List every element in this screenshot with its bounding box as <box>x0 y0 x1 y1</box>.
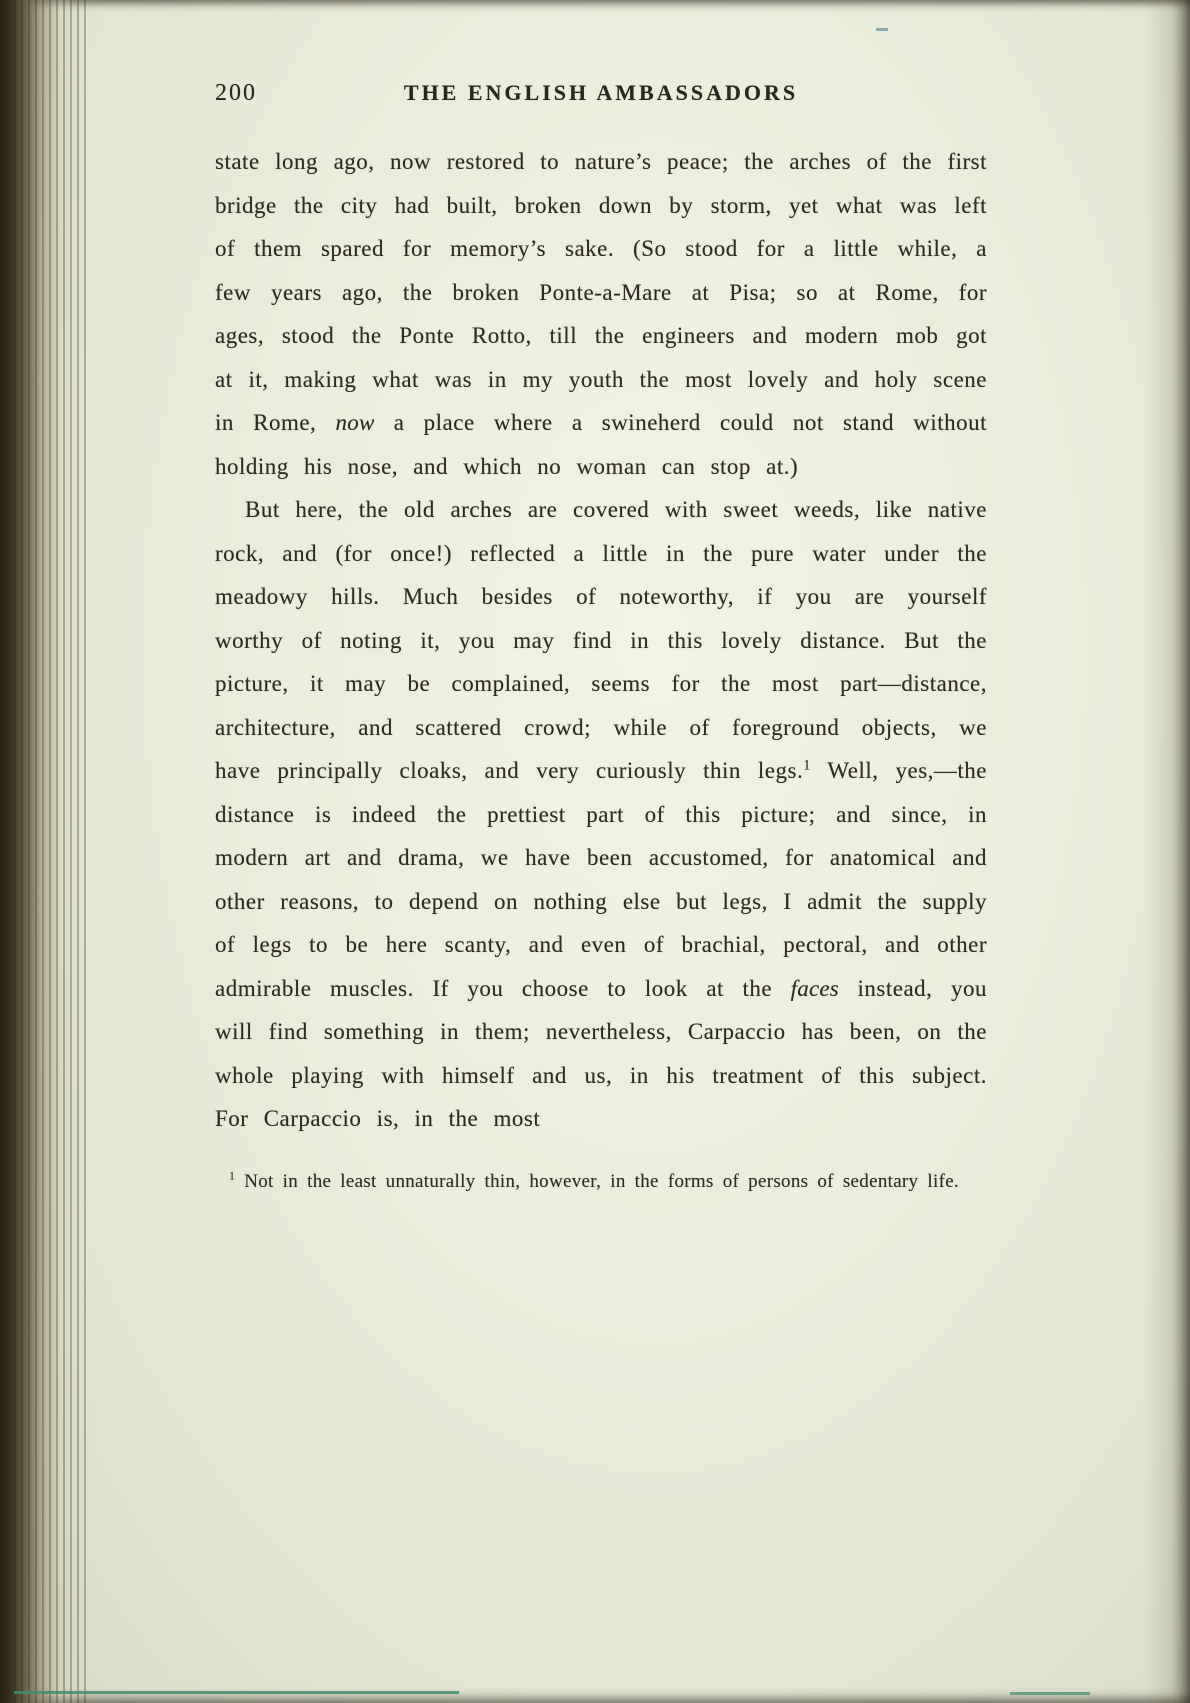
footnote-reference: 1 <box>803 757 811 774</box>
body-text <box>215 140 987 1141</box>
page-header <box>215 78 987 114</box>
page-number: 200 <box>215 80 257 106</box>
running-head: THE ENGLISH AMBASSADORS <box>403 80 799 105</box>
text-run: instead, you will find something in them; nevertheless, Carpaccio has been, on the whole playing with himself and us, in his treatment of this subject. For Carpaccio is, in the most <box>215 975 987 1131</box>
paragraph <box>215 140 987 488</box>
text-run: state long ago, now restored to nature’s peace; the arches of the first bridge the city had built, broken down by storm, yet what was left of them spared for memory’s sake. (So stood for a little while, a few years ago, the broken Ponte-a-Mare at Pisa; so at Rome, for ages, stood the Ponte Rotto, till the engineers and modern mob got at it, making what was in my youth the most lovely and holy scene in Rome, <box>215 149 987 435</box>
footnote-marker: 1 <box>229 1169 236 1183</box>
scan-artifact-green-line <box>14 1691 459 1694</box>
page-edge-shadow <box>1144 0 1190 1703</box>
text-run: Well, yes,—the distance is indeed the prettiest part of this picture; and since, in modern art and drama, we have been accustomed, for anatomical and other reasons, to depend on nothing else but legs, I admit the supply of legs to be here scanty, and even of brachial, pectoral, and other admirable muscles. If you choose to look at the <box>215 758 987 1001</box>
scan-artifact-mark <box>876 28 888 31</box>
footnote-text: Not in the least unnaturally thin, however, in the forms of persons of sedentary life. <box>235 1170 959 1192</box>
page-content <box>215 78 987 1198</box>
text-run: But here, the old arches are covered with sweet weeds, like native rock, and (for once!) reflected a little in the pure water under the meadowy hills. Much besides of noteworthy, if you are yourself worthy of noting it, you may find in this lovely distance. But the picture, it may be complained, seems for the most part—distance, architecture, and scattered crowd; while of foreground objects, we have principally cloaks, and very curiously thin legs. <box>215 497 987 783</box>
text-run: a place where a swineherd could not stand without holding his nose, and which no woman can stop at.) <box>215 410 987 479</box>
text-run: now <box>335 410 375 435</box>
paragraph <box>215 488 987 1141</box>
text-run: faces <box>790 975 839 1001</box>
footnote <box>215 1165 987 1198</box>
book-binding-shadow <box>0 0 90 1703</box>
scan-artifact-green-line-right <box>1010 1692 1090 1695</box>
